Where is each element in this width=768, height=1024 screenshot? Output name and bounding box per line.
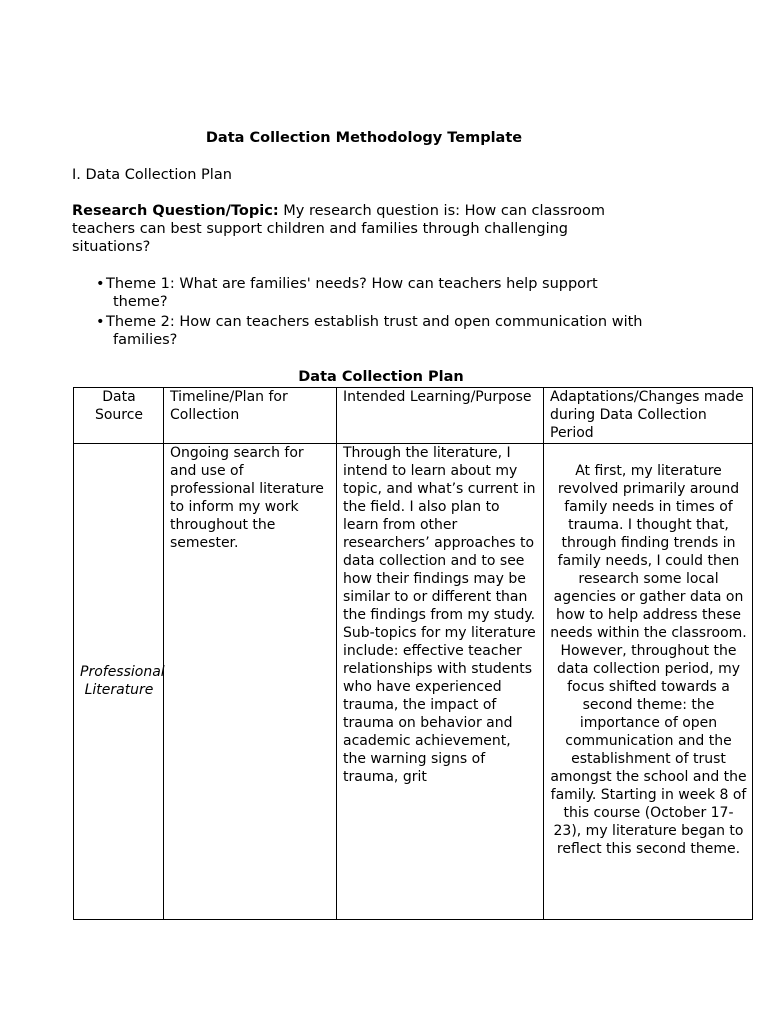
list-item xyxy=(72,313,652,349)
header-adaptations: Adaptations/Changes made during Data Collection Period xyxy=(544,388,753,444)
document-title: Data Collection Methodology Template xyxy=(205,130,523,146)
research-question-label: Research Question/Topic: xyxy=(72,203,279,219)
table-row xyxy=(74,444,753,920)
header-data-source: Data Source xyxy=(74,388,164,444)
header-purpose: Intended Learning/Purpose xyxy=(337,388,544,444)
cell-purpose: Through the literature, I intend to learn about my topic, and what’s current in the field. I also plan to learn from other researchers’ approaches to data collection and to see how their findings may be similar to or different than the findings from my study. Sub-topics for my literature include: effective teacher relationships with students who have experienced trauma, the impact of trauma on behavior and academic achievement, the warning signs of trauma, grit xyxy=(337,444,544,920)
theme-text: Theme 1: What are families' needs? How can teachers help support theme? xyxy=(106,276,598,310)
list-item xyxy=(72,275,652,311)
header-timeline: Timeline/Plan for Collection xyxy=(164,388,337,444)
section-heading: I. Data Collection Plan xyxy=(72,167,232,183)
bullet-icon: • xyxy=(96,276,105,292)
theme-list xyxy=(72,275,652,351)
cell-source: Professional Literature xyxy=(74,444,164,920)
table-title: Data Collection Plan xyxy=(298,369,464,385)
cell-adaptations: At first, my literature revolved primarily around family needs in times of trauma. I thought that, through finding trends in family needs, I could then research some local agencies or gather data on how to help address these needs within the classroom. However, throughout the data collection period, my focus shifted towards a second theme: the importance of open communication and the establishment of trust amongst the school and the family. Starting in week 8 of this course (October 17-23), my literature began to reflect this second theme. xyxy=(544,444,753,920)
cell-timeline: Ongoing search for and use of professional literature to inform my work throughout the semester. xyxy=(164,444,337,920)
bullet-icon: • xyxy=(96,314,105,330)
research-question xyxy=(72,202,642,256)
table-header-row xyxy=(74,388,753,444)
research-question-text: My research question is: How can classroom teachers can best support children and families through challenging situations? xyxy=(72,203,606,255)
data-collection-table xyxy=(73,387,753,920)
theme-text: Theme 2: How can teachers establish trust and open communication with families? xyxy=(106,314,643,348)
